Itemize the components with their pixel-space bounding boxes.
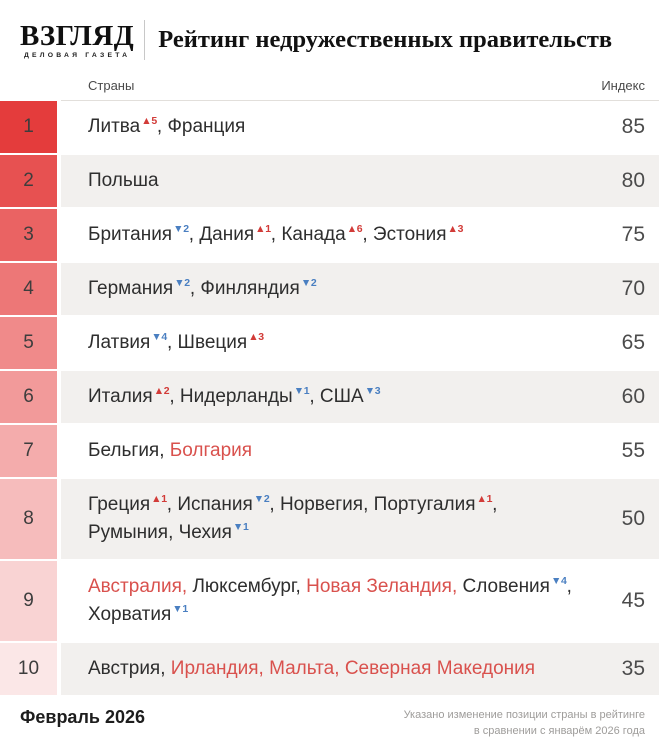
country-name: Швеция▲3 [177, 331, 264, 353]
index-value: 80 [621, 169, 645, 192]
brand-logo-tagline: ДЕЛОВАЯ ГАЗЕТА [23, 51, 131, 59]
country-name: Чехия▼1 [178, 521, 249, 543]
column-header-index: Индекс [601, 78, 645, 93]
country-name: Британия▼2 [88, 223, 189, 245]
country-separator: , [451, 576, 463, 597]
country-name: Франция [167, 116, 246, 137]
table-row [0, 559, 659, 641]
countries-list [61, 317, 589, 369]
country-name: Канада▲6 [281, 223, 363, 245]
country-name: Португалия▲1 [373, 493, 493, 515]
table-row [0, 207, 659, 261]
down-arrow-icon: ▼3 [364, 385, 381, 397]
table-row [0, 423, 659, 477]
index-value: 45 [621, 589, 645, 612]
country-name: Финляндия▼2 [200, 277, 317, 299]
country-separator: , [363, 494, 374, 515]
index-value: 60 [621, 385, 645, 408]
row-content [61, 317, 659, 369]
table-row [0, 477, 659, 559]
index-value: 55 [621, 439, 645, 462]
table-row [0, 369, 659, 423]
table-row [0, 641, 659, 695]
country-name: США▼3 [319, 385, 381, 407]
down-arrow-icon: ▼2 [174, 277, 190, 289]
country-name: Нидерланды▼1 [179, 385, 310, 407]
row-content [61, 371, 659, 423]
down-arrow-icon: ▼2 [300, 277, 317, 289]
page-title: Рейтинг недружественных правительств [158, 25, 613, 53]
country-separator: , [156, 116, 168, 137]
down-arrow-icon: ▼2 [173, 223, 189, 235]
index-value: 50 [621, 507, 645, 530]
index-value: 85 [621, 115, 645, 138]
row-content [61, 263, 659, 315]
country-name: Италия▲2 [88, 385, 170, 407]
up-arrow-icon: ▲3 [248, 331, 264, 343]
country-name: Австралия [88, 576, 182, 597]
country-separator: , [295, 576, 307, 597]
countries-list [61, 425, 589, 477]
country-separator: , [188, 224, 200, 245]
up-arrow-icon: ▲1 [151, 493, 167, 505]
country-name: Словения▼4 [462, 575, 567, 597]
country-separator: , [160, 658, 171, 679]
brand-logo [20, 21, 134, 59]
rank-cell: 8 [0, 479, 57, 559]
row-content [61, 643, 659, 695]
table-row [0, 101, 659, 153]
countries-list [61, 101, 589, 153]
country-separator: , [270, 224, 282, 245]
footer-note [404, 707, 645, 739]
rank-cell: 3 [0, 209, 57, 261]
country-name: Норвегия [279, 494, 364, 515]
country-name: Румыния [88, 522, 169, 543]
country-name: Ирландия [170, 658, 259, 679]
country-name: Северная Македония [344, 658, 536, 679]
country-separator: , [334, 658, 345, 679]
row-content [61, 209, 659, 261]
country-separator: , [169, 386, 180, 407]
down-arrow-icon: ▼2 [253, 493, 270, 505]
countries-list [61, 561, 589, 641]
country-separator: , [362, 224, 373, 245]
brand-logo-text: ВЗГЛЯД [20, 19, 135, 52]
rank-cell: 4 [0, 263, 57, 315]
country-separator: , [258, 658, 270, 679]
row-content [61, 561, 659, 641]
country-name: Люксембург [192, 576, 296, 597]
index-value: 75 [621, 223, 645, 246]
country-name: Эстония▲3 [372, 223, 464, 245]
column-headers [61, 78, 659, 101]
footer-note-line: в сравнении с январём 2026 года [473, 725, 645, 737]
rank-cell: 9 [0, 561, 57, 641]
up-arrow-icon: ▲6 [346, 223, 363, 235]
country-name: Хорватия▼1 [88, 603, 188, 625]
rank-cell: 2 [0, 155, 57, 207]
country-separator: , [189, 278, 201, 299]
down-arrow-icon: ▼1 [293, 385, 310, 397]
country-name: Латвия▼4 [88, 331, 167, 353]
country-name: Болгария [169, 440, 253, 461]
countries-list [61, 371, 589, 423]
row-content [61, 155, 659, 207]
countries-list [61, 155, 589, 207]
country-separator: , [181, 576, 193, 597]
rank-cell: 6 [0, 371, 57, 423]
row-content [61, 101, 659, 153]
country-separator: , [166, 332, 178, 353]
up-arrow-icon: ▲3 [447, 223, 464, 235]
country-name: Дания▲1 [199, 223, 271, 245]
country-name: Испания▼2 [177, 493, 270, 515]
footer-date: Февраль 2026 [20, 707, 145, 727]
footer-note-line: Указано изменение позиции страны в рейтинге [403, 709, 645, 721]
table-row [0, 153, 659, 207]
down-arrow-icon: ▼1 [172, 603, 188, 615]
country-name: Австрия [88, 658, 161, 679]
rank-cell: 7 [0, 425, 57, 477]
country-separator: , [168, 522, 179, 543]
country-separator: , [566, 576, 572, 597]
index-value: 70 [621, 277, 645, 300]
rank-cell: 10 [0, 643, 57, 695]
country-name: Греция▲1 [88, 493, 167, 515]
up-arrow-icon: ▲2 [153, 385, 170, 397]
country-name: Литва▲5 [88, 115, 157, 137]
up-arrow-icon: ▲1 [255, 223, 271, 235]
countries-list [61, 643, 589, 695]
down-arrow-icon: ▼4 [151, 331, 167, 343]
up-arrow-icon: ▲1 [476, 493, 493, 505]
country-separator: , [309, 386, 320, 407]
column-header-countries: Страны [88, 78, 135, 93]
down-arrow-icon: ▼4 [550, 575, 567, 587]
header [0, 0, 659, 62]
country-name: Польша [88, 170, 159, 191]
country-separator: , [166, 494, 178, 515]
rank-cell: 1 [0, 101, 57, 153]
country-separator: , [159, 440, 170, 461]
index-value: 65 [621, 331, 645, 354]
row-content [61, 479, 659, 559]
rank-cell: 5 [0, 317, 57, 369]
country-name: Новая Зеландия [306, 576, 452, 597]
country-name: Германия▼2 [88, 277, 190, 299]
table-row [0, 261, 659, 315]
up-arrow-icon: ▲5 [141, 115, 157, 127]
footer [0, 695, 659, 739]
index-value: 35 [621, 657, 645, 680]
header-divider [144, 20, 145, 60]
country-separator: , [492, 494, 498, 515]
countries-list [61, 263, 589, 315]
ranking-table [0, 101, 659, 695]
table-row [0, 315, 659, 369]
country-separator: , [269, 494, 280, 515]
countries-list [61, 479, 589, 559]
row-content [61, 425, 659, 477]
countries-list [61, 209, 589, 261]
country-name: Бельгия [88, 440, 160, 461]
down-arrow-icon: ▼1 [232, 521, 249, 533]
country-name: Мальта [269, 658, 335, 679]
